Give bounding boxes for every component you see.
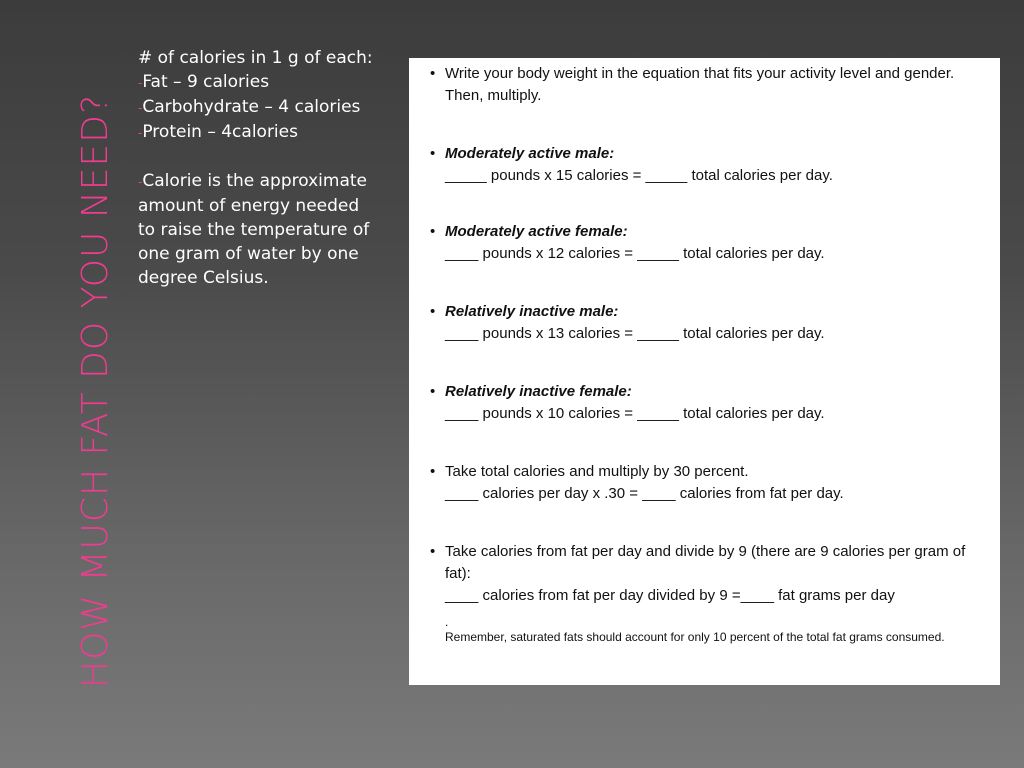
relatively-inactive-male <box>430 301 980 345</box>
fact-fat <box>138 70 378 95</box>
calorie-facts <box>138 46 378 290</box>
intro-text: Write your body weight in the equation that fits your activity level and gender. Then, multiply. <box>445 65 955 104</box>
moderately-active-male <box>430 143 980 187</box>
dash-bullet: - <box>138 101 143 115</box>
saturated-fat-note <box>430 615 980 646</box>
fat-percent-equation: ____ calories per day x .30 = ____ calories from fat per day. <box>445 485 844 502</box>
spacer <box>138 145 378 169</box>
female-inactive-heading: Relatively inactive female: <box>445 383 632 400</box>
bullet-icon: • <box>430 383 436 400</box>
dash-bullet: - <box>138 126 143 140</box>
note-text: Remember, saturated fats should account for only 10 percent of the total fat grams consumed. <box>445 630 945 644</box>
dash-bullet: - <box>138 76 143 90</box>
bullet-icon: • <box>430 65 436 82</box>
bullet-icon: • <box>430 145 436 162</box>
calories-per-gram-intro: # of calories in 1 g of each: <box>138 48 373 68</box>
moderately-active-female <box>430 221 980 265</box>
bullet-icon: • <box>430 463 436 480</box>
fact-carbohydrate-text: Carbohydrate – 4 calories <box>142 97 361 117</box>
fat-percent-step <box>430 461 980 505</box>
fat-percent-text: Take total calories and multiply by 30 percent. <box>445 463 749 480</box>
female-active-equation: ____ pounds x 12 calories = _____ total calories per day. <box>445 245 825 262</box>
fact-protein-text: Protein – 4calories <box>142 122 298 142</box>
worksheet-panel <box>409 58 1000 685</box>
worksheet-intro <box>430 63 980 107</box>
fact-carbohydrate <box>138 95 378 120</box>
bullet-icon: • <box>430 303 436 320</box>
relatively-inactive-female <box>430 381 980 425</box>
title-container <box>76 68 116 688</box>
fact-protein <box>138 120 378 145</box>
bullet-icon: • <box>430 543 436 560</box>
male-inactive-heading: Relatively inactive male: <box>445 303 619 320</box>
note-dot: . <box>445 615 449 629</box>
female-active-heading: Moderately active female: <box>445 223 628 240</box>
calorie-definition <box>138 169 378 290</box>
fat-grams-text: Take calories from fat per day and divide by 9 (there are 9 calories per gram of fat): <box>445 543 966 582</box>
male-active-heading: Moderately active male: <box>445 145 615 162</box>
dash-bullet: - <box>138 175 143 189</box>
fact-fat-text: Fat – 9 calories <box>142 72 270 92</box>
slide-title: HOW MUCH FAT DO YOU NEED? <box>75 93 116 688</box>
bullet-icon: • <box>430 223 436 240</box>
female-inactive-equation: ____ pounds x 10 calories = _____ total calories per day. <box>445 405 825 422</box>
calorie-definition-text: Calorie is the approximate amount of energy needed to raise the temperature of one gram of water by one degree Celsius. <box>138 171 370 288</box>
male-inactive-equation: ____ pounds x 13 calories = _____ total calories per day. <box>445 325 825 342</box>
fat-grams-equation: ____ calories from fat per day divided by 9 =____ fat grams per day <box>445 587 895 604</box>
male-active-equation: _____ pounds x 15 calories = _____ total calories per day. <box>445 167 833 184</box>
fat-grams-step <box>430 541 980 607</box>
